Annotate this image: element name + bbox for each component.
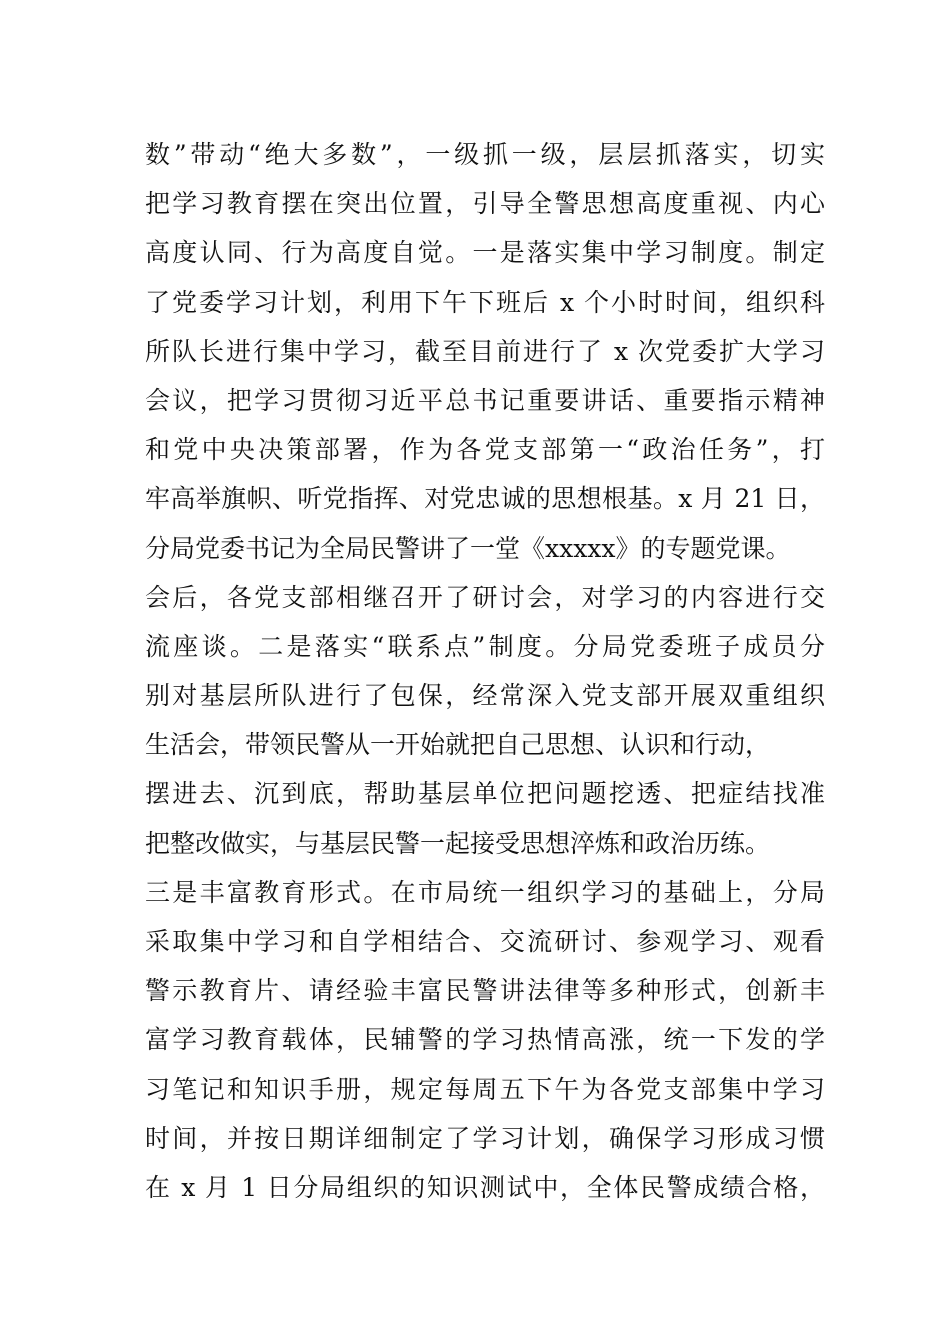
body-text [145,130,825,1212]
text-line: 流座谈。二是落实“联系点”制度。分局党委班子成员分 [145,631,825,661]
text-line: 会后，各党支部相继召开了研讨会，对学习的内容进行交 [145,582,825,612]
text-line: 数”带动“绝大多数”，一级抓一级，层层抓落实，切实 [145,140,825,169]
text-line: 别对基层所队进行了包保，经常深入党支部开展双重组织 [145,681,825,711]
text-line: 习笔记和知识手册，规定每周五下午为各党支部集中学习 [145,1074,825,1104]
text-line: 牢高举旗帜、听党指挥、对党忠诚的思想根基。x 月 21 日， [145,484,825,514]
text-line: 所队长进行集中学习，截至目前进行了 x 次党委扩大学习 [145,336,825,366]
text-line: 高度认同、行为高度自觉。一是落实集中学习制度。制定 [145,238,825,268]
text-line: 把整改做实，与基层民警一起接受思想淬炼和政治历练。 [145,828,771,858]
text-line: 三是丰富教育形式。在市局统一组织学习的基础上，分局 [145,877,825,907]
text-line: 生活会，带领民警从一开始就把自己思想、认识和行动， [145,730,771,760]
text-line: 在 x 月 1 日分局组织的知识测试中，全体民警成绩合格， [145,1172,825,1202]
text-line: 采取集中学习和自学相结合、交流研讨、参观学习、观看 [145,927,825,956]
text-line: 警示教育片、请经验丰富民警讲法律等多种形式，创新丰 [145,976,825,1006]
text-line: 了党委学习计划，利用下午下班后 x 个小时时间，组织科 [145,287,825,317]
text-line: 把学习教育摆在突出位置，引导全警思想高度重视、内心 [145,189,825,219]
text-line: 摆进去、沉到底，帮助基层单位把问题挖透、把症结找准 [145,779,825,809]
text-line: 和党中央决策部署，作为各党支部第一“政治任务”，打 [145,435,825,465]
text-line: 会议，把学习贯彻习近平总书记重要讲话、重要指示精神 [145,385,825,415]
text-line: 分局党委书记为全局民警讲了一堂《xxxxx》的专题党课。 [145,533,791,563]
text-line: 时间，并按日期详细制定了学习计划，确保学习形成习惯 [145,1123,825,1153]
text-line: 富学习教育载体，民辅警的学习热情高涨，统一下发的学 [145,1025,825,1055]
